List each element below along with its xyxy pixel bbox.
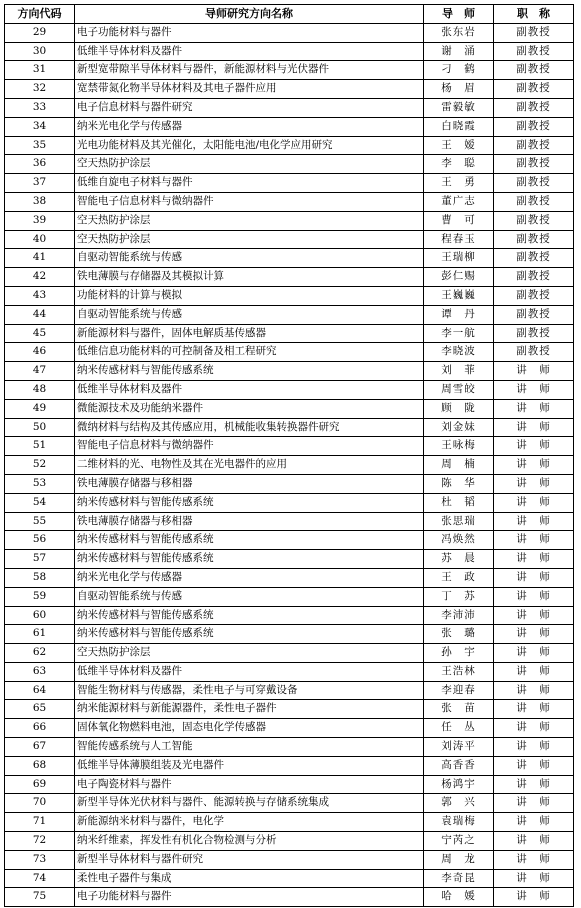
cell-code: 34 [5,117,75,136]
table-row [5,568,574,587]
cell-code: 70 [5,794,75,813]
cell-topic: 纳米传感材料与智能传感系统 [75,606,424,625]
table-row [5,230,574,249]
cell-code: 38 [5,192,75,211]
table-row [5,850,574,869]
cell-title: 讲 师 [494,568,574,587]
cell-code: 51 [5,437,75,456]
cell-topic: 电子功能材料与器件 [75,23,424,42]
cell-topic: 低维半导体材料及器件 [75,662,424,681]
cell-topic: 纳米能源材料与新能源器件，柔性电子器件 [75,700,424,719]
cell-code: 74 [5,869,75,888]
cell-code: 41 [5,249,75,268]
cell-advisor: 丁 苏 [424,587,494,606]
cell-code: 43 [5,286,75,305]
cell-code: 61 [5,625,75,644]
cell-topic: 宽禁带氮化物半导体材料及其电子器件应用 [75,80,424,99]
cell-advisor: 刘涛平 [424,738,494,757]
cell-topic: 低维自旋电子材料与器件 [75,174,424,193]
cell-advisor: 谭 丹 [424,305,494,324]
cell-topic: 纳米传感材料与智能传感系统 [75,625,424,644]
table-row [5,832,574,851]
cell-title: 讲 师 [494,832,574,851]
cell-topic: 电子信息材料与器件研究 [75,98,424,117]
cell-title: 讲 师 [494,587,574,606]
cell-title: 讲 师 [494,738,574,757]
cell-advisor: 程春玉 [424,230,494,249]
cell-code: 66 [5,719,75,738]
table-row [5,42,574,61]
cell-code: 53 [5,474,75,493]
cell-topic: 电子陶瓷材料与器件 [75,775,424,794]
cell-advisor: 王瑞柳 [424,249,494,268]
cell-topic: 纳米传感材料与智能传感系统 [75,531,424,550]
table-header-row [5,5,574,24]
cell-code: 73 [5,850,75,869]
table-row [5,662,574,681]
cell-code: 55 [5,512,75,531]
cell-topic: 铁电薄膜与存储器及其模拟计算 [75,268,424,287]
cell-topic: 柔性电子器件与集成 [75,869,424,888]
cell-title: 副教授 [494,98,574,117]
cell-topic: 智能传感系统与人工智能 [75,738,424,757]
cell-title: 讲 师 [494,719,574,738]
cell-advisor: 张 苗 [424,700,494,719]
cell-title: 讲 师 [494,550,574,569]
cell-advisor: 周 楠 [424,456,494,475]
cell-title: 讲 师 [494,512,574,531]
cell-title: 讲 师 [494,399,574,418]
cell-title: 讲 师 [494,700,574,719]
cell-advisor: 周雪皎 [424,380,494,399]
cell-code: 40 [5,230,75,249]
cell-title: 讲 师 [494,474,574,493]
cell-title: 讲 师 [494,681,574,700]
cell-code: 49 [5,399,75,418]
cell-topic: 智能电子信息材料与微纳器件 [75,437,424,456]
cell-advisor: 王巍巍 [424,286,494,305]
table-row [5,550,574,569]
cell-advisor: 王浩林 [424,662,494,681]
table-row [5,531,574,550]
table-row [5,61,574,80]
cell-code: 48 [5,380,75,399]
cell-code: 72 [5,832,75,851]
table-row [5,456,574,475]
cell-advisor: 张思瑞 [424,512,494,531]
cell-advisor: 刘 菲 [424,362,494,381]
table-row [5,813,574,832]
header-title: 职 称 [494,5,574,24]
table-row [5,794,574,813]
cell-title: 副教授 [494,286,574,305]
cell-code: 36 [5,155,75,174]
advisor-table [4,4,574,907]
table-row [5,174,574,193]
cell-code: 68 [5,756,75,775]
cell-title: 讲 师 [494,869,574,888]
table-row [5,474,574,493]
table-row [5,268,574,287]
cell-title: 讲 师 [494,437,574,456]
cell-advisor: 白晓霞 [424,117,494,136]
cell-advisor: 李一航 [424,324,494,343]
cell-advisor: 孙 宇 [424,644,494,663]
cell-advisor: 杨鸿宇 [424,775,494,794]
cell-code: 29 [5,23,75,42]
cell-title: 讲 师 [494,775,574,794]
cell-code: 71 [5,813,75,832]
cell-code: 31 [5,61,75,80]
cell-code: 69 [5,775,75,794]
table-row [5,756,574,775]
cell-topic: 纳米纤维素，挥发性有机化合物检测与分析 [75,832,424,851]
table-row [5,343,574,362]
cell-advisor: 杨 眉 [424,80,494,99]
cell-advisor: 任 丛 [424,719,494,738]
table-row [5,418,574,437]
cell-title: 讲 师 [494,493,574,512]
cell-topic: 新型半导体材料与器件研究 [75,850,424,869]
cell-code: 39 [5,211,75,230]
table-row [5,719,574,738]
cell-code: 45 [5,324,75,343]
cell-advisor: 李沛沛 [424,606,494,625]
cell-topic: 二维材料的光、电物性及其在光电器件的应用 [75,456,424,475]
cell-code: 67 [5,738,75,757]
cell-advisor: 李晓波 [424,343,494,362]
table-body [5,23,574,906]
cell-code: 32 [5,80,75,99]
cell-advisor: 李奇昆 [424,869,494,888]
cell-title: 讲 师 [494,662,574,681]
cell-title: 副教授 [494,249,574,268]
cell-code: 44 [5,305,75,324]
table-row [5,738,574,757]
cell-topic: 新能源纳米材料与器件，电化学 [75,813,424,832]
cell-topic: 自驱动智能系统与传感 [75,249,424,268]
cell-advisor: 张 璐 [424,625,494,644]
table-row [5,493,574,512]
table-row [5,380,574,399]
cell-title: 副教授 [494,343,574,362]
cell-code: 56 [5,531,75,550]
cell-topic: 低维半导体材料及器件 [75,380,424,399]
cell-topic: 固体氧化物燃料电池，固态电化学传感器 [75,719,424,738]
cell-topic: 新能源材料与器件，固体电解质基传感器 [75,324,424,343]
cell-advisor: 袁瑞梅 [424,813,494,832]
cell-title: 讲 师 [494,606,574,625]
cell-advisor: 王 政 [424,568,494,587]
cell-topic: 自驱动智能系统与传感 [75,305,424,324]
cell-advisor: 周 龙 [424,850,494,869]
cell-code: 65 [5,700,75,719]
cell-title: 副教授 [494,42,574,61]
table-row [5,23,574,42]
cell-topic: 自驱动智能系统与传感 [75,587,424,606]
cell-advisor: 哈 媛 [424,888,494,907]
table-row [5,80,574,99]
cell-code: 33 [5,98,75,117]
cell-title: 讲 师 [494,362,574,381]
cell-title: 讲 师 [494,756,574,775]
table-row [5,305,574,324]
cell-code: 35 [5,136,75,155]
cell-advisor: 杜 韬 [424,493,494,512]
cell-title: 副教授 [494,230,574,249]
cell-code: 47 [5,362,75,381]
cell-code: 62 [5,644,75,663]
table-row [5,155,574,174]
cell-advisor: 苏 晨 [424,550,494,569]
cell-title: 讲 师 [494,888,574,907]
table-row [5,324,574,343]
cell-title: 副教授 [494,136,574,155]
table-row [5,286,574,305]
table-row [5,512,574,531]
cell-topic: 低维信息功能材料的可控制备及相工程研究 [75,343,424,362]
cell-advisor: 郭 兴 [424,794,494,813]
cell-code: 57 [5,550,75,569]
cell-advisor: 董广志 [424,192,494,211]
cell-title: 副教授 [494,61,574,80]
table-row [5,117,574,136]
cell-topic: 微纳材料与结构及其传感应用，机械能收集转换器件研究 [75,418,424,437]
cell-code: 59 [5,587,75,606]
cell-title: 副教授 [494,80,574,99]
table-row [5,888,574,907]
cell-topic: 智能生物材料与传感器，柔性电子与可穿戴设备 [75,681,424,700]
cell-advisor: 高香香 [424,756,494,775]
cell-title: 讲 师 [494,644,574,663]
cell-title: 讲 师 [494,380,574,399]
cell-title: 副教授 [494,192,574,211]
cell-advisor: 李 聪 [424,155,494,174]
cell-code: 30 [5,42,75,61]
table-row [5,362,574,381]
table-row [5,249,574,268]
table-row [5,625,574,644]
cell-code: 64 [5,681,75,700]
table-row [5,644,574,663]
cell-topic: 纳米传感材料与智能传感系统 [75,493,424,512]
cell-code: 37 [5,174,75,193]
cell-code: 58 [5,568,75,587]
cell-title: 讲 师 [494,531,574,550]
cell-advisor: 顾 陇 [424,399,494,418]
table-row [5,700,574,719]
cell-advisor: 王 嫒 [424,136,494,155]
cell-topic: 低维半导体材料及器件 [75,42,424,61]
cell-advisor: 陈 华 [424,474,494,493]
cell-title: 副教授 [494,117,574,136]
cell-topic: 微能源技术及功能纳米器件 [75,399,424,418]
cell-title: 讲 师 [494,418,574,437]
cell-topic: 空天热防护涂层 [75,644,424,663]
cell-advisor: 雷毅敏 [424,98,494,117]
cell-title: 讲 师 [494,625,574,644]
cell-title: 副教授 [494,305,574,324]
cell-code: 63 [5,662,75,681]
cell-code: 60 [5,606,75,625]
cell-advisor: 李迎春 [424,681,494,700]
cell-advisor: 冯焕然 [424,531,494,550]
cell-advisor: 谢 涌 [424,42,494,61]
cell-topic: 功能材料的计算与模拟 [75,286,424,305]
table-row [5,192,574,211]
cell-topic: 空天热防护涂层 [75,155,424,174]
table-row [5,136,574,155]
table-row [5,775,574,794]
cell-title: 讲 师 [494,794,574,813]
cell-advisor: 王咏梅 [424,437,494,456]
table-row [5,869,574,888]
cell-topic: 新型宽带隙半导体材料与器件，新能源材料与光伏器件 [75,61,424,80]
table-row [5,587,574,606]
cell-topic: 铁电薄膜存储器与移相器 [75,512,424,531]
cell-advisor: 王 勇 [424,174,494,193]
cell-topic: 电子功能材料与器件 [75,888,424,907]
cell-code: 42 [5,268,75,287]
cell-topic: 空天热防护涂层 [75,211,424,230]
cell-title: 副教授 [494,324,574,343]
cell-topic: 光电功能材料及其光催化，太阳能电池/电化学应用研究 [75,136,424,155]
cell-title: 副教授 [494,211,574,230]
cell-advisor: 曹 可 [424,211,494,230]
cell-advisor: 彭仁赐 [424,268,494,287]
header-code: 方向代码 [5,5,75,24]
cell-title: 讲 师 [494,813,574,832]
cell-topic: 新型半导体光伏材料与器件、能源转换与存储系统集成 [75,794,424,813]
cell-topic: 纳米传感材料与智能传感系统 [75,550,424,569]
cell-code: 75 [5,888,75,907]
cell-topic: 智能电子信息材料与微纳器件 [75,192,424,211]
cell-topic: 纳米传感材料与智能传感系统 [75,362,424,381]
cell-code: 54 [5,493,75,512]
cell-topic: 纳米光电化学与传感器 [75,117,424,136]
cell-code: 46 [5,343,75,362]
table-row [5,606,574,625]
cell-advisor: 刁 鹤 [424,61,494,80]
cell-topic: 纳米光电化学与传感器 [75,568,424,587]
table-row [5,437,574,456]
cell-title: 副教授 [494,268,574,287]
cell-topic: 铁电薄膜存储器与移相器 [75,474,424,493]
cell-code: 52 [5,456,75,475]
header-advisor: 导 师 [424,5,494,24]
cell-title: 讲 师 [494,456,574,475]
cell-title: 副教授 [494,155,574,174]
table-row [5,98,574,117]
table-row [5,399,574,418]
cell-advisor: 张东岩 [424,23,494,42]
header-topic: 导师研究方向名称 [75,5,424,24]
table-row [5,681,574,700]
cell-title: 讲 师 [494,850,574,869]
cell-code: 50 [5,418,75,437]
table-row [5,211,574,230]
cell-advisor: 刘金妹 [424,418,494,437]
cell-title: 副教授 [494,23,574,42]
cell-title: 副教授 [494,174,574,193]
cell-topic: 低维半导体薄膜组装及光电器件 [75,756,424,775]
cell-topic: 空天热防护涂层 [75,230,424,249]
cell-advisor: 宁芮之 [424,832,494,851]
advisor-table-sheet [4,4,573,907]
